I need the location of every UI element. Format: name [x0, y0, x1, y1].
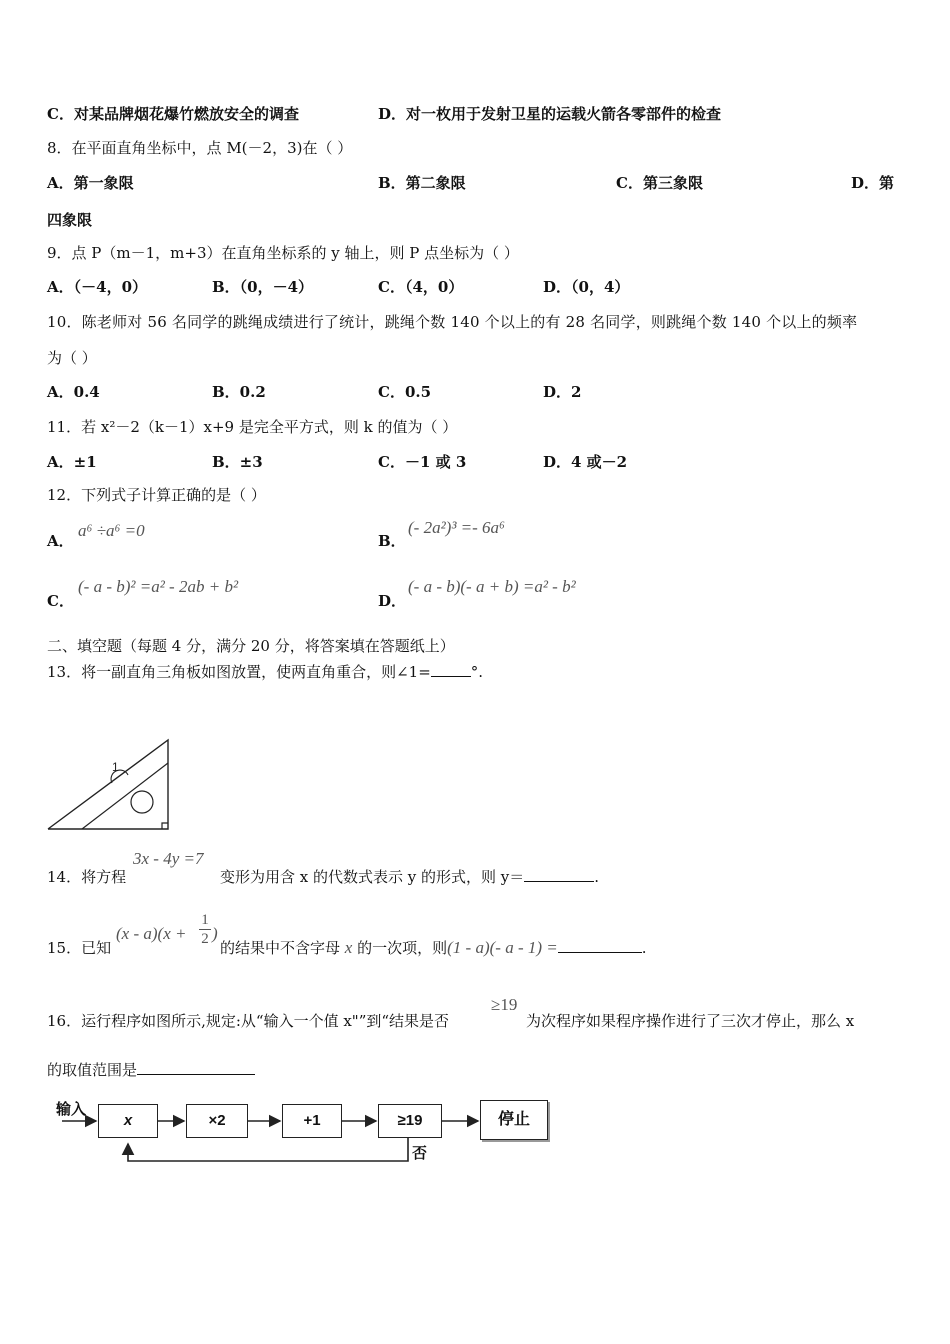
q14-line	[220, 866, 599, 887]
q15-mid2: 的一次项，则	[357, 939, 448, 957]
q14-formula: 3x - 4y =7	[133, 849, 204, 868]
q7-option-d: D．对一枚用于发射卫星的运载火箭各零部件的检查	[378, 105, 722, 123]
q13-angle-label: 1	[112, 760, 119, 774]
q13-stem-pre: 13．将一副直角三角板如图放置，使两直角重合，则∠1=	[47, 663, 431, 681]
q13-stem	[47, 661, 483, 682]
q16-pre: 16．运行程序如图所示,规定:从“输入一个值 x"”到“结果是否	[47, 1012, 450, 1030]
q15-answer-blank[interactable]	[558, 938, 642, 953]
q15-end: .	[641, 939, 647, 957]
q10-stem-wrap: 为（ ）	[47, 349, 97, 367]
q12-formula-b: (- 2a²)³ =- 6a⁶	[408, 518, 505, 537]
q11-option-a: A．±1	[47, 453, 97, 471]
q8-option-b: B．第二象限	[378, 174, 466, 192]
q13-stem-post: °.	[470, 663, 484, 681]
q15-formula2: (1 - a)(- a - 1) =	[447, 938, 558, 957]
q9-option-d: D．（0，4）	[543, 278, 630, 296]
q13-figure	[44, 735, 176, 831]
flow-box-condition: ≥19	[378, 1104, 442, 1138]
q12-label-c: C．	[47, 592, 74, 610]
flow-input-label: 输入	[56, 1101, 87, 1118]
q12-stem: 12．下列式子计算正确的是（ ）	[47, 486, 266, 504]
q15-formula-a: (x - a)(x +	[116, 924, 187, 943]
q9-stem: 9．点 P（m－1，m+3）在直角坐标系的 y 轴上，则 P 点坐标为（ ）	[47, 244, 519, 262]
q13-large-triangle	[48, 740, 168, 829]
q12-formula-d: (- a - b)(- a + b) =a² - b²	[408, 577, 576, 596]
q10-option-c: C．0.5	[378, 383, 432, 401]
q11-option-b: B．±3	[212, 453, 263, 471]
q11-option-c: C．－1 或 3	[378, 453, 467, 471]
q8-option-a: A．第一象限	[47, 174, 134, 192]
q15-line	[220, 937, 647, 958]
q7-option-c: C．对某品牌烟花爆竹燃放安全的调查	[47, 105, 299, 123]
q11-option-d: D．4 或－2	[543, 453, 628, 471]
flow-no-label: 否	[412, 1145, 428, 1162]
q15-var: x	[344, 938, 353, 957]
q8-option-c: C．第三象限	[616, 174, 703, 192]
q15-frac-den: 2	[199, 929, 211, 948]
q15-frac-num: 1	[201, 912, 209, 928]
q16-line2-text: 的取值范围是	[47, 1061, 138, 1079]
q9-option-b: B．（0，－4）	[212, 278, 314, 296]
q14-post: 变形为用含 x 的代数式表示 y 的形式，则 y＝	[220, 868, 525, 886]
q8-option-d-wrap: 四象限	[47, 211, 93, 229]
q10-option-b: B．0.2	[212, 383, 266, 401]
q8-stem: 8．在平面直角坐标中，点 M(－2，3)在（ ）	[47, 139, 353, 157]
q13-circle-hole	[131, 791, 153, 813]
q13-answer-blank[interactable]	[431, 662, 471, 677]
q16-flowchart	[44, 1092, 560, 1168]
q9-option-c: C．（4，0）	[378, 278, 464, 296]
q10-stem: 10．陈老师对 56 名同学的跳绳成绩进行了统计，跳绳个数 140 个以上的有 28 名同学，则跳绳个数 140 个以上的频率	[47, 313, 858, 331]
flow-box-x: x	[98, 1104, 158, 1138]
q15-fraction	[199, 911, 211, 948]
q13-inner-triangle-edge	[82, 763, 168, 829]
q15-pre: 15．已知	[47, 939, 112, 957]
q14-end: .	[594, 868, 600, 886]
q14-pre: 14．将方程	[47, 868, 127, 886]
flow-box-plus1: +1	[282, 1104, 342, 1138]
q16-condition: ≥19	[491, 995, 518, 1014]
q16-line2	[47, 1059, 255, 1080]
q8-option-d: D．第	[851, 174, 895, 192]
q12-label-d: D．	[378, 592, 407, 610]
flow-box-times2: ×2	[186, 1104, 248, 1138]
q12-label-a: A．	[47, 532, 74, 550]
q10-option-a: A．0.4	[47, 383, 100, 401]
section-header: 二、填空题（每题 4 分，满分 20 分，将答案填在答题纸上）	[47, 637, 455, 655]
arrow-loop-back	[128, 1138, 408, 1161]
flow-box-stop: 停止	[480, 1100, 548, 1140]
q10-option-d: D．2	[543, 383, 582, 401]
q9-option-a: A．（－4，0）	[47, 278, 148, 296]
q14-answer-blank[interactable]	[524, 867, 594, 882]
q15-formula-b: )	[212, 924, 218, 943]
q12-formula-c: (- a - b)² =a² - 2ab + b²	[78, 577, 239, 596]
q15-mid: 的结果中不含字母	[220, 939, 341, 957]
q12-formula-a: a⁶ ÷a⁶ =0	[78, 521, 145, 540]
q11-stem: 11．若 x²－2（k－1）x+9 是完全平方式，则 k 的值为（ ）	[47, 418, 458, 436]
q12-label-b: B．	[378, 532, 406, 550]
q16-answer-blank[interactable]	[137, 1060, 255, 1075]
q13-right-angle-mark	[162, 823, 168, 829]
q16-post: 为次程序如果程序操作进行了三次才停止，那么 x	[526, 1012, 855, 1030]
